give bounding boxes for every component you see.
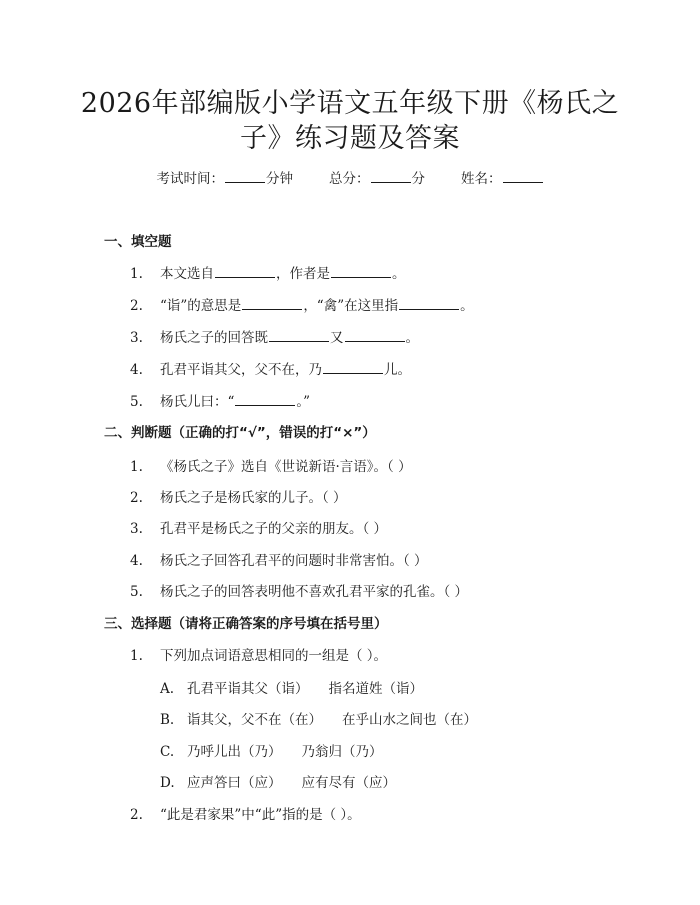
- answer-blank[interactable]: [323, 359, 383, 374]
- option-left-text: 乃呼儿出（乃）: [187, 744, 282, 760]
- exam-time-blank[interactable]: [225, 168, 265, 183]
- title-line-2: 子》练习题及答案: [240, 123, 460, 154]
- question-text: 本文选自: [160, 266, 214, 282]
- question-number: 1.: [130, 648, 143, 664]
- choice-question-2: [130, 803, 361, 823]
- option-left-text: 应声答曰（应）: [187, 775, 282, 791]
- score-blank[interactable]: [371, 168, 411, 183]
- question-text: 又: [330, 330, 344, 346]
- question-text: 儿。: [384, 362, 411, 378]
- section-fill-in-heading: 一、填空题: [104, 234, 172, 250]
- answer-blank[interactable]: [215, 263, 275, 278]
- question-text: 。: [405, 330, 419, 346]
- question-text: ，“禽”在这里指: [303, 298, 399, 314]
- fill-question-5: [130, 390, 310, 410]
- option-letter: B.: [160, 712, 175, 728]
- fill-question-2: [130, 294, 474, 314]
- question-text: 杨氏之子的回答表明他不喜欢孔君平家的孔雀。（ ）: [160, 584, 469, 600]
- answer-blank[interactable]: [399, 295, 459, 310]
- option-letter: D.: [160, 775, 175, 791]
- option-right-text: 乃翁归（乃）: [301, 744, 383, 760]
- name-field: [461, 167, 544, 187]
- option-letter: C.: [160, 744, 175, 760]
- question-number: 1.: [130, 459, 143, 475]
- name-label: 姓名：: [461, 171, 502, 187]
- question-number: 2.: [130, 807, 143, 823]
- exam-time-unit: 分钟: [266, 171, 293, 187]
- exam-time-field: [157, 167, 294, 187]
- question-number: 4.: [130, 362, 143, 378]
- question-number: 3.: [130, 521, 143, 537]
- question-text: 杨氏之子是杨氏家的儿子。（ ）: [160, 490, 347, 506]
- option-right-text: 在乎山水之间也（在）: [342, 712, 477, 728]
- score-field: [329, 167, 425, 187]
- option-a: [160, 677, 423, 697]
- name-blank[interactable]: [503, 168, 543, 183]
- option-d: [160, 771, 396, 791]
- question-number: 4.: [130, 553, 143, 569]
- question-text: 杨氏之子回答孔君平的问题时非常害怕。（ ）: [160, 553, 428, 569]
- option-c: [160, 740, 383, 760]
- judge-question-2: [130, 486, 347, 506]
- fill-question-3: [130, 326, 419, 346]
- choice-question-1: [130, 644, 387, 664]
- section-true-false-heading: 二、判断题（正确的打“√”，错误的打“×”）: [104, 425, 376, 441]
- judge-question-1: [130, 455, 412, 475]
- question-number: 2.: [130, 298, 143, 314]
- option-right-text: 指名道姓（诣）: [328, 681, 423, 697]
- option-left-text: 孔君平诣其父（诣）: [187, 681, 309, 697]
- answer-blank[interactable]: [331, 263, 391, 278]
- question-text: 孔君平是杨氏之子的父亲的朋友。（ ）: [160, 521, 388, 537]
- score-label: 总分：: [329, 171, 370, 187]
- answer-blank[interactable]: [242, 295, 302, 310]
- answer-blank[interactable]: [345, 327, 405, 342]
- question-text: ，作者是: [276, 266, 330, 282]
- question-number: 2.: [130, 490, 143, 506]
- question-text: 。: [392, 266, 406, 282]
- question-text: “此是君家果”中“此”指的是（ ）。: [160, 807, 361, 823]
- question-number: 3.: [130, 330, 143, 346]
- judge-question-3: [130, 517, 387, 537]
- option-letter: A.: [160, 681, 175, 697]
- question-number: 5.: [130, 394, 143, 410]
- question-text: 孔君平诣其父，父不在，乃: [160, 362, 322, 378]
- exam-time-label: 考试时间：: [156, 171, 224, 187]
- title-line-1: 2026年部编版小学语文五年级下册《杨氏之: [80, 88, 620, 119]
- question-number: 5.: [130, 584, 143, 600]
- section-multiple-choice-heading: 三、选择题（请将正确答案的序号填在括号里）: [104, 616, 388, 632]
- score-unit: 分: [411, 171, 425, 187]
- question-text: 杨氏儿曰：“: [160, 394, 235, 410]
- question-number: 1.: [130, 266, 143, 282]
- option-b: [160, 708, 477, 728]
- option-left-text: 诣其父，父不在（在）: [187, 712, 322, 728]
- answer-blank[interactable]: [269, 327, 329, 342]
- question-text: “诣”的意思是: [160, 298, 242, 314]
- question-text: 《杨氏之子》选自《世说新语·言语》。（ ）: [160, 459, 412, 475]
- question-text: 杨氏之子的回答既: [160, 330, 268, 346]
- question-text: 。: [460, 298, 474, 314]
- question-text: 。”: [296, 394, 311, 410]
- answer-blank[interactable]: [235, 391, 295, 406]
- option-right-text: 应有尽有（应）: [301, 775, 396, 791]
- exam-info-row: [0, 167, 700, 187]
- fill-question-1: [130, 262, 406, 282]
- judge-question-5: [130, 580, 468, 600]
- question-text: 下列加点词语意思相同的一组是（ ）。: [160, 648, 388, 664]
- fill-question-4: [130, 358, 411, 378]
- judge-question-4: [130, 549, 428, 569]
